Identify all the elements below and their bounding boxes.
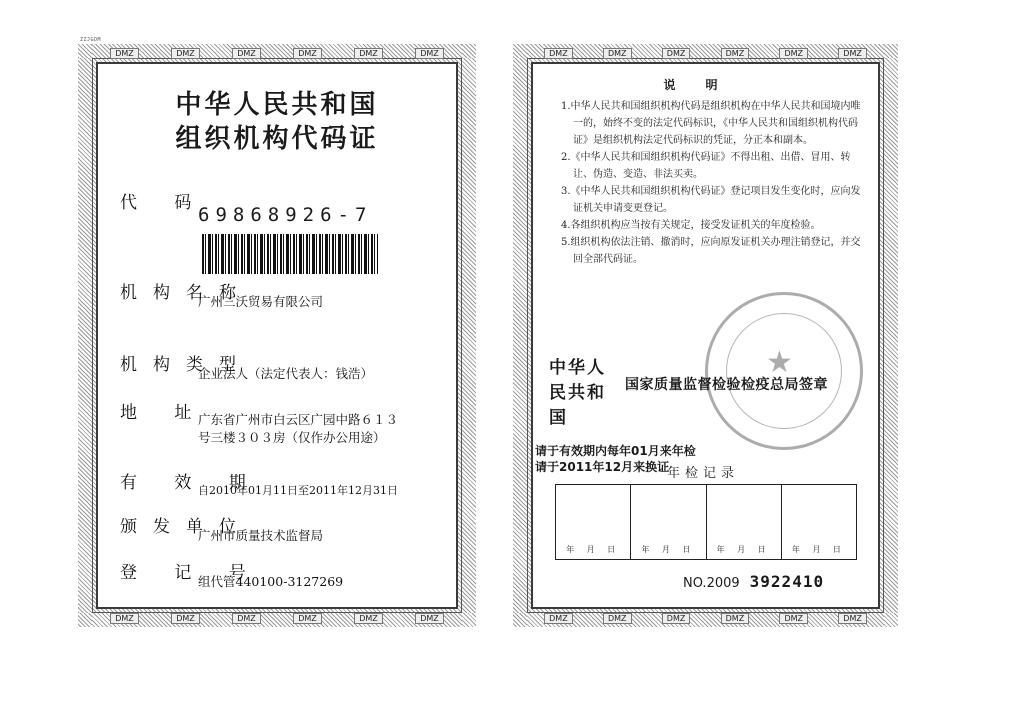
certificate-front-page [78,37,476,627]
dmz-border-row-bottom [529,612,882,624]
annual-inspection-title: 年检记录 [667,466,740,481]
label-address: 地 址 [120,403,208,423]
label-code: 代 码 [120,193,208,213]
label-org-name: 机构名称 [120,283,252,303]
note-item: 3.《中华人民共和国组织机构代码证》登记项目发生变化时，应向发证机关申请变更登记。 [561,186,861,214]
dmz-mark: DMZ [171,613,200,624]
microprint-top [80,37,474,43]
value-address-line-2: 号三楼３０３房（仅作办公用途） [198,430,386,445]
issuing-authority: 国家质量监督检验检疫总局签章 [625,377,828,393]
label-issuer: 颁发单位 [120,517,252,537]
serial-number [683,572,824,591]
official-seal [705,292,863,450]
dmz-mark: DMZ [779,48,808,59]
title-line-2: 组织机构代码证 [175,124,379,154]
notes-list [561,98,861,268]
dmz-mark: DMZ [232,613,261,624]
barcode-image [202,234,378,274]
notes-heading: 说明 [663,78,748,92]
dmz-mark: DMZ [603,48,632,59]
dmz-mark: DMZ [721,48,750,59]
note-item: 1.中华人民共和国组织机构代码是组织机构在中华人民共和国境内唯一的，始终不变的法定代码标识，《中华人民共和国组织机构代码证》是组织机构法定代码标识的凭证，分正本和副本。 [561,101,861,146]
inspection-cell [631,485,706,559]
dmz-mark: DMZ [110,613,139,624]
note-item: 4.各组织机构应当按有关规定，接受发证机关的年度检验。 [561,220,821,231]
front-content-area [96,62,458,609]
dmz-mark: DMZ [779,613,808,624]
dmz-border-row-top [94,47,460,59]
inspection-date-label: 年 月 日 [566,545,621,554]
dmz-mark: DMZ [662,48,691,59]
microprint-text: ZZJGDM [80,37,102,43]
label-validity: 有 效 期 [120,473,262,493]
renewal-stamp-line-1: 请于有效期内每年01月来年检 [535,444,696,458]
value-issuer: 广州市质量技术监督局 [198,528,324,543]
dmz-mark: DMZ [293,48,322,59]
inspection-cell [782,485,856,559]
dmz-border-row-top [529,47,882,59]
value-address-line-1: 广东省广州市白云区广园中路６１３ [198,412,399,427]
dmz-mark: DMZ [603,613,632,624]
inspection-date-label: 年 月 日 [716,545,771,554]
dmz-mark: DMZ [171,48,200,59]
dmz-mark: DMZ [662,613,691,624]
dmz-mark: DMZ [232,48,261,59]
dmz-mark: DMZ [415,48,444,59]
note-item: 2.《中华人民共和国组织机构代码证》不得出租、出借、冒用、转让、伪造、变造、非法买卖。 [561,152,851,180]
inspection-date-label: 年 月 日 [641,545,696,554]
inspection-cell [707,485,782,559]
value-code: 69868926-7 [198,204,373,226]
dmz-mark: DMZ [354,613,383,624]
dmz-mark: DMZ [721,613,750,624]
dmz-mark: DMZ [415,613,444,624]
label-org-type: 机构类型 [120,355,252,375]
serial-prefix: NO.2009 [683,576,740,591]
dmz-mark: DMZ [110,48,139,59]
renewal-stamp-line-2: 请于2011年12月来换证 [535,460,670,474]
dmz-mark: DMZ [838,48,867,59]
dmz-border-row-bottom [94,612,460,624]
back-content-area [531,62,880,609]
inspection-date-label: 年 月 日 [791,545,846,554]
dmz-mark: DMZ [293,613,322,624]
label-reg-no: 登 记 号 [120,563,262,583]
note-item: 5.组织机构依法注销、撤消时，应向原发证机关办理注销登记，并交回全部代码证。 [561,237,861,265]
dmz-mark: DMZ [544,48,573,59]
dmz-mark: DMZ [354,48,383,59]
inspection-record-table [555,484,857,560]
value-validity: 自2010年01月11日至2011年12月31日 [198,484,398,497]
value-org-type: 企业法人（法定代表人：钱浩） [198,366,374,381]
value-reg-no: 组代管440100-3127269 [198,574,344,589]
inspection-cell [556,485,631,559]
value-org-name: 广州三沃贸易有限公司 [198,294,324,309]
dmz-mark: DMZ [838,613,867,624]
country-name: 中华人民共和国 [549,358,606,428]
star-emblem-icon: ★ [766,345,793,380]
dmz-mark: DMZ [544,613,573,624]
serial-digits: 3922410 [749,572,825,591]
certificate-back-page [513,44,898,627]
title-line-1: 中华人民共和国 [175,90,379,120]
